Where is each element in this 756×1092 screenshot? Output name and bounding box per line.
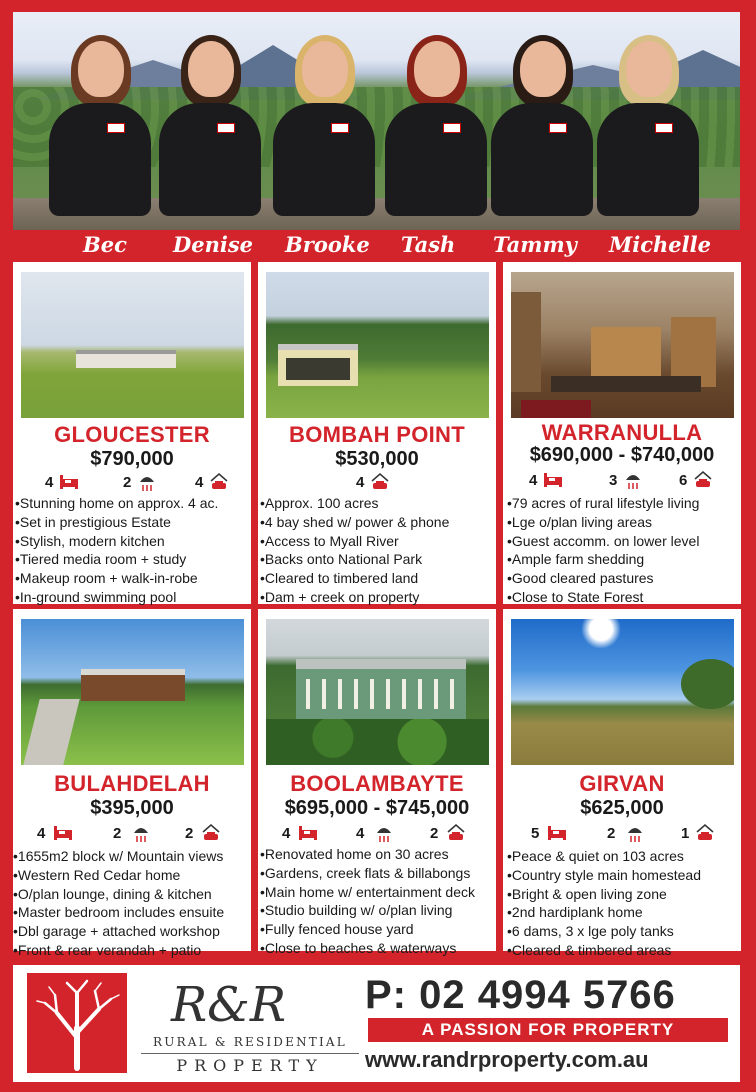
listing-features (258, 823, 496, 845)
feature-list (507, 847, 701, 960)
feature-item: • Makeup room + walk-in-robe (15, 569, 218, 588)
feature-item: • Approx. 100 acres (260, 494, 449, 513)
listing-card-warranulla[interactable] (503, 262, 741, 604)
feature-item: • Front & rear verandah + patio (13, 941, 224, 960)
brand-line-1: RURAL & RESIDENTIAL (153, 1035, 347, 1049)
listing-title: BULAHDELAH (54, 771, 210, 796)
feature-item: • Dbl garage + attached workshop (13, 922, 224, 941)
listing-price: $690,000 - $740,000 (529, 444, 715, 466)
feature-item: • Western Red Cedar home (13, 866, 224, 885)
listing-features (13, 472, 251, 494)
feature-item: • Cleared & timbered areas (507, 941, 701, 960)
bed-count: 4 (37, 825, 46, 842)
feature-item: • In-ground swimming pool (15, 588, 218, 607)
team-name: Michelle (609, 232, 711, 257)
team-name: Tammy (493, 232, 577, 257)
feature-item: • O/plan lounge, dining & kitchen (13, 885, 224, 904)
tagline: A PASSION FOR PROPERTY (368, 1018, 728, 1042)
feature-item: • Studio building w/ o/plan living (260, 901, 475, 920)
property-photo (266, 272, 489, 418)
phone-number[interactable]: P: 02 4994 5766 (365, 973, 676, 1017)
feature-item: • 6 dams, 3 x lge poly tanks (507, 922, 701, 941)
bath-count: 4 (356, 825, 365, 842)
feature-list (15, 494, 218, 607)
feature-list (13, 847, 224, 960)
listing-card-boolambayte[interactable] (258, 609, 496, 956)
bed-icon (53, 823, 73, 843)
feature-item: • Good cleared pastures (507, 569, 699, 588)
person-tammy (487, 41, 597, 216)
bed-count: 4 (529, 472, 538, 489)
feature-item: • Access to Myall River (260, 532, 449, 551)
car-icon (209, 472, 229, 492)
feature-item: • Country style main homestead (507, 866, 701, 885)
team-names (13, 230, 740, 258)
feature-item: • Bright & open living zone (507, 885, 701, 904)
listing-title: GLOUCESTER (54, 422, 210, 447)
feature-item: • Main home w/ entertainment deck (260, 883, 475, 902)
listing-card-girvan[interactable] (503, 609, 741, 958)
car-count: 4 (195, 474, 204, 491)
car-icon (201, 823, 221, 843)
feature-list (260, 845, 475, 958)
feature-item: • Lge o/plan living areas (507, 513, 699, 532)
person-bec (45, 41, 155, 216)
listing-card-bulahdelah[interactable] (13, 609, 251, 958)
team-name: Denise (173, 232, 254, 257)
person-michelle (593, 41, 703, 216)
bed-count: 5 (531, 825, 540, 842)
bath-count: 3 (609, 472, 618, 489)
car-count: 2 (185, 825, 194, 842)
property-photo (266, 619, 489, 765)
property-photo (21, 272, 244, 418)
listing-price: $625,000 (580, 797, 664, 819)
listing-price: $395,000 (90, 797, 174, 819)
bath-count: 2 (113, 825, 122, 842)
listing-title: BOMBAH POINT (289, 422, 465, 447)
bed-count: 4 (282, 825, 291, 842)
feature-item: • Close to beaches & waterways (260, 939, 475, 958)
listing-price: $695,000 - $745,000 (284, 797, 470, 819)
bed-icon (298, 823, 318, 843)
shower-icon (137, 472, 157, 492)
feature-item: • Stylish, modern kitchen (15, 532, 218, 551)
feature-item: • 79 acres of rural lifestyle living (507, 494, 699, 513)
feature-list (260, 494, 449, 607)
bed-count: 4 (45, 474, 54, 491)
brand-logo (141, 977, 359, 1075)
shower-icon (374, 823, 394, 843)
footer (13, 965, 740, 1082)
website-link[interactable]: www.randrproperty.com.au (365, 1047, 649, 1072)
listing-title: BOOLAMBAYTE (290, 771, 464, 796)
feature-list (507, 494, 699, 607)
listing-price: $530,000 (335, 448, 419, 470)
listing-features (258, 472, 496, 494)
shower-icon (131, 823, 151, 843)
feature-item: • Renovated home on 30 acres (260, 845, 475, 864)
person-tash (381, 41, 491, 216)
feature-item: • Fully fenced house yard (260, 920, 475, 939)
car-icon (370, 472, 390, 492)
feature-item: • Ample farm shedding (507, 550, 699, 569)
car-icon (695, 823, 715, 843)
car-count: 4 (356, 474, 365, 491)
feature-item: • Set in prestigious Estate (15, 513, 218, 532)
property-photo (511, 619, 734, 765)
bath-count: 2 (607, 825, 616, 842)
feature-item: • 2nd hardiplank home (507, 903, 701, 922)
feature-item: • Backs onto National Park (260, 550, 449, 569)
feature-item: • Gardens, creek flats & billabongs (260, 864, 475, 883)
bed-icon (59, 472, 79, 492)
bed-icon (543, 470, 563, 490)
shower-icon (625, 823, 645, 843)
car-icon (446, 823, 466, 843)
feature-item: • 4 bay shed w/ power & phone (260, 513, 449, 532)
feature-item: • Cleared to timbered land (260, 569, 449, 588)
listing-card-bombah-point[interactable] (258, 262, 496, 604)
car-count: 2 (430, 825, 439, 842)
team-photo (13, 12, 740, 230)
listing-title: WARRANULLA (541, 420, 703, 445)
tree-logo-icon (27, 973, 127, 1073)
feature-item: • Dam + creek on property (260, 588, 449, 607)
property-photo (511, 272, 734, 418)
feature-item: • Peace & quiet on 103 acres (507, 847, 701, 866)
team-name: Brooke (285, 232, 370, 257)
listing-features (13, 823, 251, 845)
person-denise (155, 41, 265, 216)
listing-features (503, 823, 741, 845)
team-name: Bec (83, 232, 127, 257)
listing-card-gloucester[interactable] (13, 262, 251, 604)
feature-item: • Master bedroom includes ensuite (13, 903, 224, 922)
feature-item: • Close to State Forest (507, 588, 699, 607)
bath-count: 2 (123, 474, 132, 491)
brand-monogram: R&R (171, 977, 287, 1033)
shower-icon (623, 470, 643, 490)
car-count: 6 (679, 472, 688, 489)
property-photo (21, 619, 244, 765)
listing-title: GIRVAN (579, 771, 665, 796)
feature-item: • Stunning home on approx. 4 ac. (15, 494, 218, 513)
person-brooke (269, 41, 379, 216)
car-count: 1 (681, 825, 690, 842)
listing-features (503, 470, 741, 492)
brand-line-2: PROPERTY (141, 1053, 359, 1075)
team-name: Tash (401, 232, 456, 257)
bed-icon (547, 823, 567, 843)
feature-item: • 1655m2 block w/ Mountain views (13, 847, 224, 866)
car-icon (693, 470, 713, 490)
feature-item: • Tiered media room + study (15, 550, 218, 569)
feature-item: • Guest accomm. on lower level (507, 532, 699, 551)
listing-price: $790,000 (90, 448, 174, 470)
